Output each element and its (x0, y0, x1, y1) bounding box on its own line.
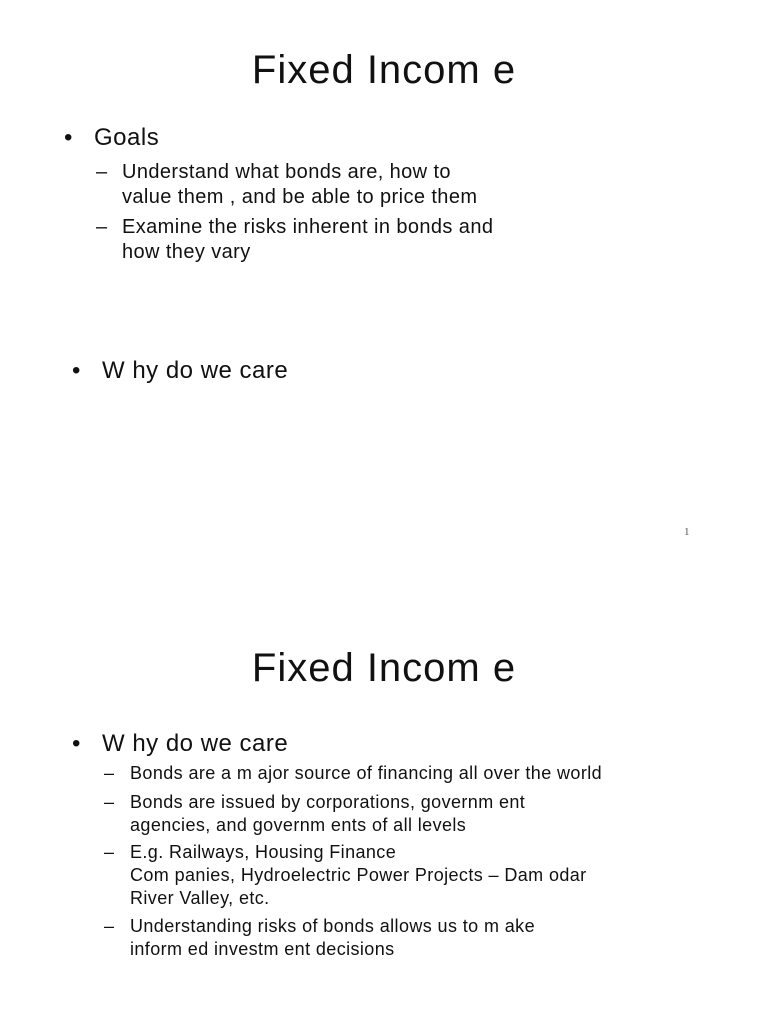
why-subitem-text: Understanding risks of bonds allows us to m ake inform ed investm ent decisions (130, 916, 535, 959)
dash-icon: – (104, 763, 115, 783)
dash-icon: – (104, 916, 115, 936)
dash-icon: – (96, 161, 108, 183)
why-subitem (104, 791, 644, 837)
goals-subitem (96, 160, 516, 210)
slide-2-title: Fixed Incom e (251, 646, 517, 690)
bullet-why-do-we-care (72, 357, 288, 385)
goals-subitem (96, 215, 516, 265)
bullet-dot-icon: • (64, 124, 73, 151)
bullet-dot-icon: • (72, 357, 81, 384)
goals-subitem-text: Understand what bonds are, how to value them , and be able to price them (122, 161, 478, 208)
bullet-why-do-we-care (72, 730, 288, 758)
goals-subitem-text: Examine the risks inherent in bonds and how they vary (122, 216, 494, 263)
bullet-goals-label: Goals (94, 124, 160, 151)
dash-icon: – (104, 792, 115, 812)
why-subitem (104, 762, 644, 785)
why-subitem-text: E.g. Railways, Housing Finance Com panies, Hydroelectric Power Projects – Dam odar River Valley, etc. (130, 842, 587, 908)
bullet-why-label: W hy do we care (102, 357, 289, 384)
why-subitem (104, 841, 644, 910)
dash-icon: – (96, 216, 108, 238)
bullet-goals (64, 124, 159, 152)
why-subitem-text: Bonds are a m ajor source of financing all over the world (130, 763, 603, 783)
page-number: 1 (684, 526, 690, 538)
why-subitem-text: Bonds are issued by corporations, governm ent agencies, and governm ents of all levels (130, 792, 526, 835)
bullet-dot-icon: • (72, 730, 81, 757)
slide-1-title: Fixed Incom e (251, 48, 517, 92)
bullet-why-label: W hy do we care (102, 730, 289, 757)
slide-2 (0, 560, 768, 1024)
why-subitem (104, 915, 644, 961)
dash-icon: – (104, 842, 115, 862)
